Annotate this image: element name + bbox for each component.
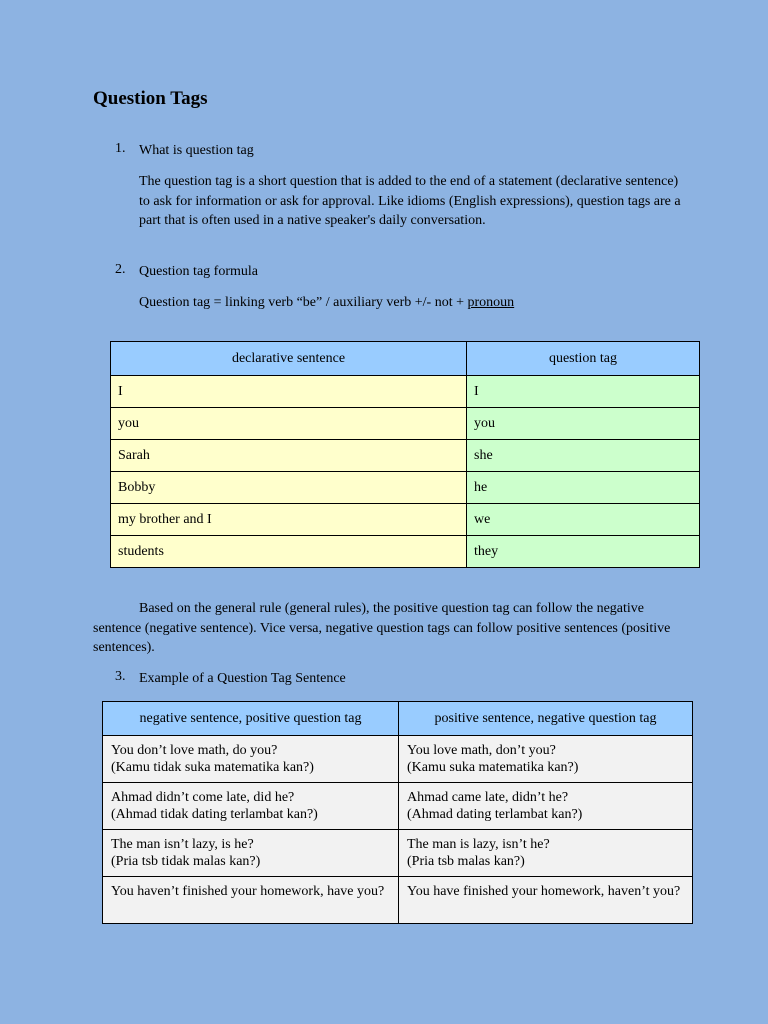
example-translation: (Kamu suka matematika kan?): [407, 759, 579, 775]
table-cell: [399, 736, 693, 783]
table-cell: he: [467, 472, 700, 504]
table-row: [111, 472, 700, 504]
section-3-number: 3.: [115, 669, 126, 684]
section-1-body: The question tag is a short question that is added to the end of a statement (declarative sentence) to ask for information or ask for approval. Like idioms (English expressions), question tags are a part that is often used in a native speaker's daily conversation.: [139, 174, 681, 228]
table-cell: Sarah: [111, 440, 467, 472]
example-sentence: The man isn’t lazy, is he?: [111, 837, 254, 852]
example-sentence: You don’t love math, do you?: [111, 743, 278, 758]
table-header: declarative sentence: [111, 342, 467, 376]
example-translation: (Pria tsb malas kan?): [407, 853, 525, 869]
example-translation: (Ahmad dating terlambat kan?): [407, 806, 583, 822]
table-row: [111, 504, 700, 536]
table-row: [103, 830, 693, 877]
formula-prefix: Question tag = linking verb “be” / auxiliary verb +/- not +: [139, 295, 468, 310]
table-row: [111, 536, 700, 568]
page-title: Question Tags: [93, 88, 208, 109]
table-cell: students: [111, 536, 467, 568]
table-row: [103, 736, 693, 783]
table-cell: I: [467, 376, 700, 408]
section-1-heading: What is question tag: [139, 143, 254, 158]
table-row: [103, 783, 693, 830]
table-row: [111, 440, 700, 472]
example-sentence: Ahmad came late, didn’t he?: [407, 790, 569, 805]
example-sentence: You have finished your homework, haven’t you?: [407, 884, 681, 899]
example-sentence: You love math, don’t you?: [407, 743, 556, 758]
table-header-row: [103, 702, 693, 736]
table-cell: my brother and I: [111, 504, 467, 536]
section-3-heading: Example of a Question Tag Sentence: [139, 671, 346, 686]
example-sentence: The man is lazy, isn’t he?: [407, 837, 550, 852]
table-cell: [103, 830, 399, 877]
table-row: [111, 408, 700, 440]
table-cell: [103, 783, 399, 830]
table-cell: [103, 736, 399, 783]
section-2-number: 2.: [115, 262, 126, 277]
general-rule-paragraph: Based on the general rule (general rules), the positive question tag can follow the negative sentence (negative sentence). Vice versa, negative question tags can follow positive sentences (positive sentences).: [93, 601, 671, 655]
formula-pronoun: pronoun: [467, 295, 515, 310]
table-cell: [399, 877, 693, 924]
table-cell: [399, 783, 693, 830]
example-table: [102, 701, 693, 924]
table-cell: you: [467, 408, 700, 440]
table-header: negative sentence, positive question tag: [103, 702, 399, 736]
table-row: [103, 877, 693, 924]
section-1-number: 1.: [115, 141, 126, 156]
example-sentence: You haven’t finished your homework, have you?: [111, 884, 385, 899]
table-cell: they: [467, 536, 700, 568]
section-2-heading: Question tag formula: [139, 264, 258, 279]
table-cell: we: [467, 504, 700, 536]
table-row: [111, 376, 700, 408]
table-cell: you: [111, 408, 467, 440]
example-translation: (Ahmad tidak dating terlambat kan?): [111, 806, 318, 822]
formula-text: [139, 293, 699, 313]
table-cell: [103, 877, 399, 924]
pronoun-table: [110, 341, 700, 568]
table-header-row: [111, 342, 700, 376]
example-translation: (Kamu tidak suka matematika kan?): [111, 759, 314, 775]
example-translation: (Pria tsb tidak malas kan?): [111, 853, 261, 869]
table-cell: Bobby: [111, 472, 467, 504]
example-sentence: Ahmad didn’t come late, did he?: [111, 790, 295, 805]
table-cell: [399, 830, 693, 877]
table-header: question tag: [467, 342, 700, 376]
table-cell: she: [467, 440, 700, 472]
table-header: positive sentence, negative question tag: [399, 702, 693, 736]
table-cell: I: [111, 376, 467, 408]
